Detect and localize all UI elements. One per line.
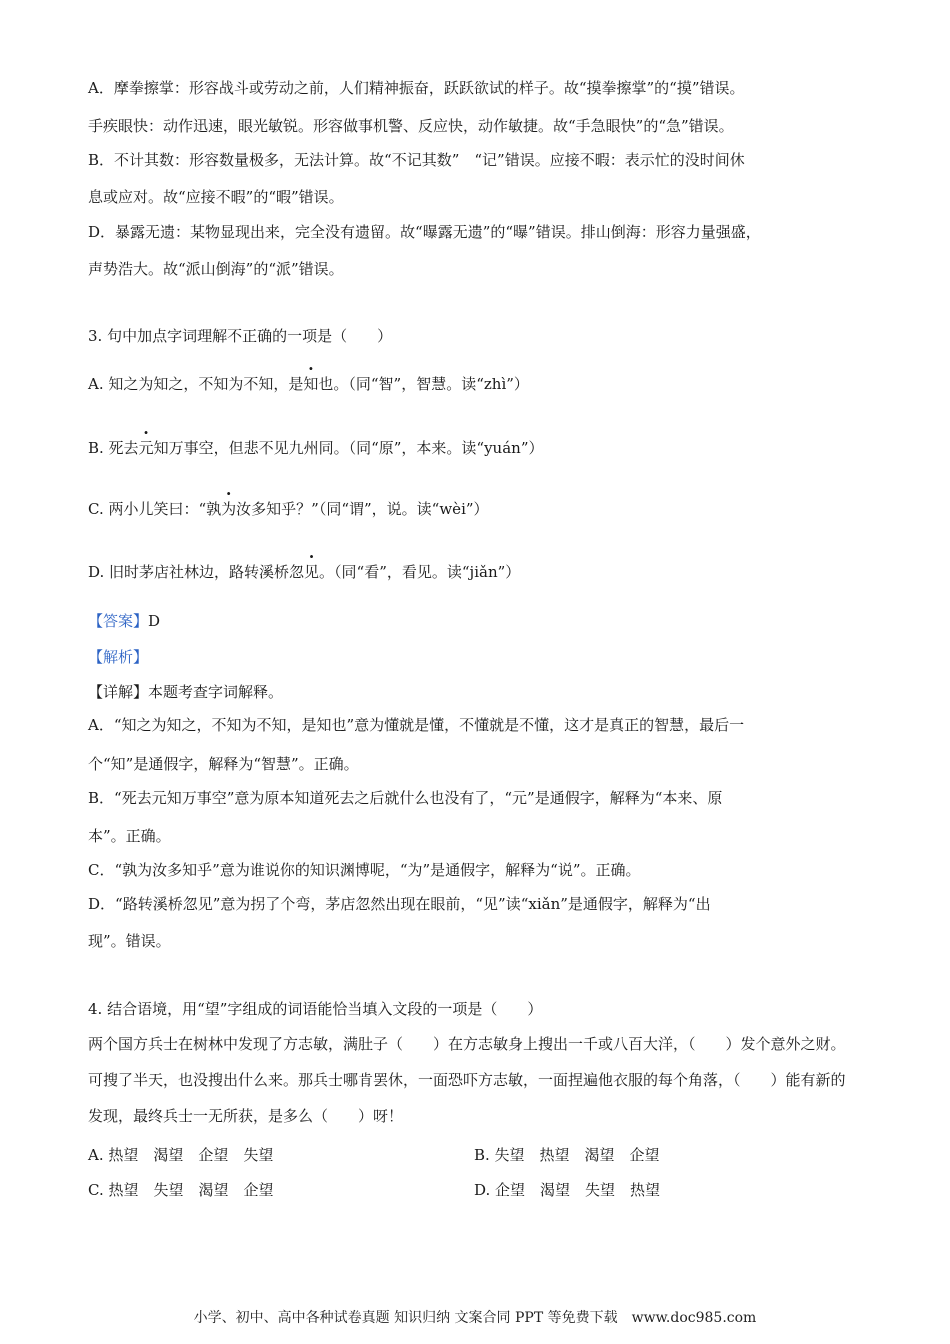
option-text: C. 两小儿笑曰：“孰 bbox=[88, 500, 222, 518]
explanation-line: 现”。错误。 bbox=[88, 932, 171, 950]
dotted-character: 知 bbox=[303, 375, 319, 393]
analysis-tag: 【解析】 bbox=[88, 648, 149, 666]
explanation-line: A．“知之为知之，不知为不知，是知也”意为懂就是懂，不懂就是不懂，这才是真正的智慧，最后一 bbox=[88, 716, 745, 734]
question-3-option-a bbox=[88, 374, 529, 394]
answer-tag: 【答案】 bbox=[88, 612, 149, 630]
question-4-option-d: D. 企望 渴望 失望 热望 bbox=[474, 1181, 661, 1199]
question-4-stem: 4. 结合语境，用“望”字组成的词语能恰当填入文段的一项是（ ） bbox=[88, 1000, 543, 1018]
explanation-line: D．“路转溪桥忽见”意为拐了个弯，茅店忽然出现在眼前，“见”读“xiǎn”是通假字，解释为“出 bbox=[88, 895, 711, 913]
dotted-character: 为 bbox=[221, 500, 237, 518]
answer-value: D bbox=[148, 612, 161, 630]
question-3-stem: 3. 句中加点字词理解不正确的一项是（ ） bbox=[88, 327, 393, 345]
question-3-option-b bbox=[88, 438, 544, 458]
question-4-passage: 两个国方兵士在树林中发现了方志敏，满肚子（ ）在方志敏身上搜出一千或八百大洋，（ ）发个意外之财。可搜了半天，也没搜出什么来。那兵士哪肯罢休，一面恐吓方志敏，一面捏遍他衣服的每个角落，（ ）能有新的发现，最终兵士一无所获，是多么（ ）呀！ bbox=[88, 1035, 846, 1125]
analysis-line: 息或应对。故“应接不暇”的“暇”错误。 bbox=[88, 188, 344, 206]
option-text: B. 死去 bbox=[88, 439, 139, 457]
analysis-line: B．不计其数：形容数量极多，无法计算。故“不记其数” “记”错误。应接不暇：表示忙的没时间休 bbox=[88, 151, 745, 169]
option-text: 。（同“看”，看见。读“jiǎn”） bbox=[319, 563, 521, 581]
question-4-option-a: A. 热望 渴望 企望 失望 bbox=[88, 1146, 274, 1164]
detail-heading: 【详解】本题考查字词解释。 bbox=[88, 683, 284, 701]
analysis-line: 手疾眼快：动作迅速，眼光敏锐。形容做事机警、反应快，动作敏捷。故“手急眼快”的“急”错误。 bbox=[88, 117, 734, 135]
option-text: 也。（同“智”，智慧。读“zhì”） bbox=[318, 375, 529, 393]
dotted-character: 元 bbox=[138, 439, 154, 457]
analysis-line: 声势浩大。故“派山倒海”的“派”错误。 bbox=[88, 260, 344, 278]
explanation-line: 个“知”是通假字，解释为“智慧”。正确。 bbox=[88, 755, 359, 773]
option-text: 知万事空，但悲不见九州同。（同“原”，本来。读“yuán”） bbox=[153, 439, 544, 457]
answer-line bbox=[88, 611, 160, 631]
option-text: A. 知之为知之，不知为不知，是 bbox=[88, 375, 304, 393]
analysis-line: D．暴露无遗：某物显现出来，完全没有遗留。故“曝露无遗”的“曝”错误。排山倒海：形容力量强盛， bbox=[88, 223, 761, 241]
analysis-line: A．摩拳擦掌：形容战斗或劳动之前，人们精神振奋，跃跃欲试的样子。故“摸拳擦掌”的“摸”错误。 bbox=[88, 79, 745, 97]
option-text: 汝多知乎？”（同“谓”，说。读“wèi”） bbox=[236, 500, 489, 518]
question-4-option-c: C. 热望 失望 渴望 企望 bbox=[88, 1181, 274, 1199]
option-text: D. 旧时茅店社林边，路转溪桥忽 bbox=[88, 563, 305, 581]
explanation-line: 本”。正确。 bbox=[88, 827, 171, 845]
explanation-line: C．“孰为汝多知乎”意为谁说你的知识渊博呢，“为”是通假字，解释为“说”。正确。 bbox=[88, 861, 641, 879]
question-4-option-b: B. 失望 热望 渴望 企望 bbox=[474, 1146, 660, 1164]
question-3-option-d bbox=[88, 562, 520, 582]
explanation-line: B．“死去元知万事空”意为原本知道死去之后就什么也没有了，“元”是通假字，解释为“本来、原 bbox=[88, 789, 723, 807]
page-footer: 小学、初中、高中各种试卷真题 知识归纳 文案合同 PPT 等免费下载 www.doc985.com bbox=[193, 1310, 757, 1326]
dotted-character: 见 bbox=[304, 563, 320, 581]
question-3-option-c bbox=[88, 499, 489, 519]
